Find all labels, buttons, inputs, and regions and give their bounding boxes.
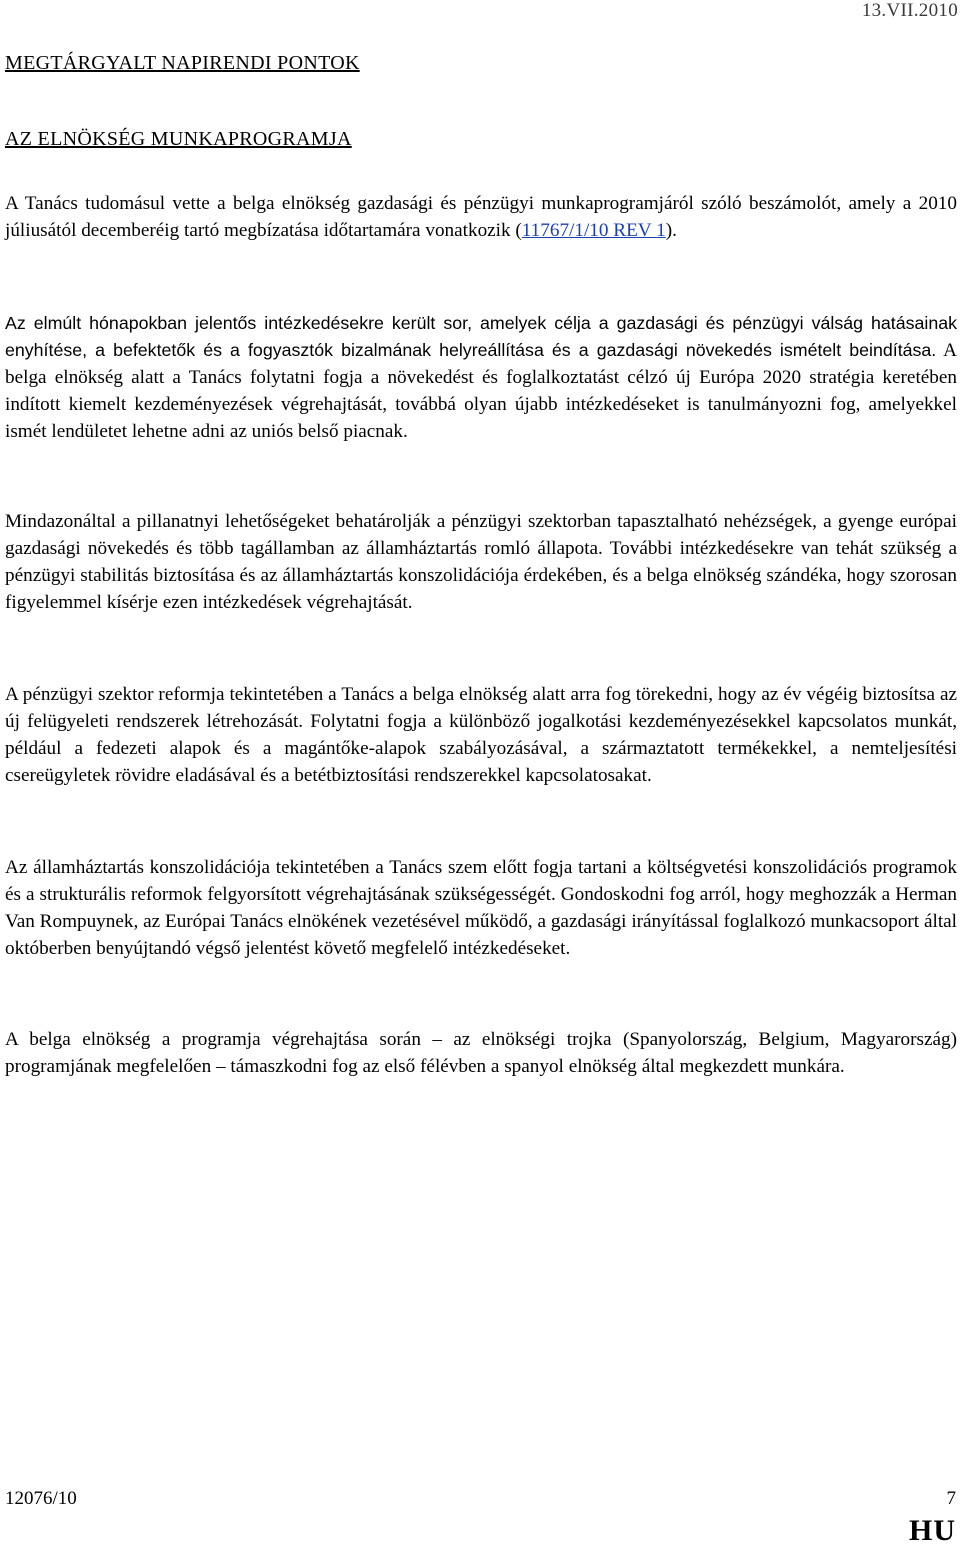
paragraph-intro — [5, 190, 957, 244]
paragraph-measures-sans-text: Az elmúlt hónapokban jelentős intézkedésekre került sor, amelyek célja a gazdasági és pénzügyi válság hatásainak enyhítése, a befektetők és a fogyasztók bizalmának helyreállítása és a gazdasági növekedés ismételt beindítása. — [5, 313, 957, 360]
footer-language-code: HU — [909, 1514, 956, 1547]
section-heading-agenda: MEGTÁRGYALT NAPIRENDI PONTOK — [5, 52, 360, 74]
footer-page-number: 7 — [946, 1488, 956, 1509]
paragraph-intro-end: ). — [665, 220, 677, 241]
paragraph-intro-text: A Tanács tudomásul vette a belga elnökség gazdasági és pénzügyi munkaprogramjáról szóló beszámolót, amely a 2010 júliusától decemberéig tartó megbízatása időtartamára vonatkozik ( — [5, 193, 957, 241]
paragraph-measures — [5, 310, 957, 445]
paragraph-consolidation: Az államháztartás konszolidációja tekintetében a Tanács szem előtt fogja tartani a költségvetési konszolidációs programok és a strukturális reformok felgyorsított végrehajtásának szükségességét. Gondoskodni fog arról, hogy meghozzák a Herman Van Rompuynek, az Európai Tanács elnökének vezetésével működő, a gazdasági irányítással foglalkozó munkacsoport által októberben benyújtandó végső jelentést követő megfelelő intézkedéseket. — [5, 857, 957, 959]
paragraph-measures-serif-text: A belga elnökség alatt a Tanács folytatni fogja a növekedést és foglalkoztatást célzó új Európa 2020 stratégia keretében indított kiemelt kezdeményezések végrehajtását, továbbá olyan újabb intézkedéseket is tanulmányozni fog, amelyekkel ismét lendületet lehetne adni az uniós belső piacnak. — [5, 340, 957, 442]
paragraph-financial-reform: A pénzügyi szektor reformja tekintetében a Tanács a belga elnökség alatt arra fog törekedni, hogy az év végéig biztosítsa az új felügyeleti rendszerek létrehozását. Folytatni fogja a különböző jogalkotási kezdeményezésekkel kapcsolatos munkát, például a fedezeti alapok és a magántőke-alapok szabályozásával, a származtatott termékekkel, a nemteljesítési csereügyletek rövidre eladásával és a betétbiztosítási rendszerekkel kapcsolatosakat. — [5, 684, 957, 786]
paragraph-limitations: Mindazonáltal a pillanatnyi lehetőségeket behatárolják a pénzügyi szektorban tapasztalható nehézségek, a gyenge európai gazdasági növekedés és több tagállamban az államháztartás romló állapota. További intézkedésekre van tehát szükség a pénzügyi stabilitás biztosítása és az államháztartás konszolidációja érdekében, és a belga elnökség szándéka, hogy szorosan figyelemmel kísérje ezen intézkedések végrehajtását. — [5, 511, 957, 613]
document-reference-link[interactable]: 11767/1/10 REV 1 — [521, 220, 666, 241]
section-heading-program: AZ ELNÖKSÉG MUNKAPROGRAMJA — [5, 128, 352, 150]
header-date: 13.VII.2010 — [861, 0, 958, 21]
paragraph-trio-programme: A belga elnökség a programja végrehajtása során – az elnökségi trojka (Spanyolország, Belgium, Magyarország) programjának megfelelően – támaszkodni fog az első félévben a spanyol elnökség által megkezdett munkára. — [5, 1029, 957, 1077]
footer-document-number: 12076/10 — [5, 1488, 77, 1509]
